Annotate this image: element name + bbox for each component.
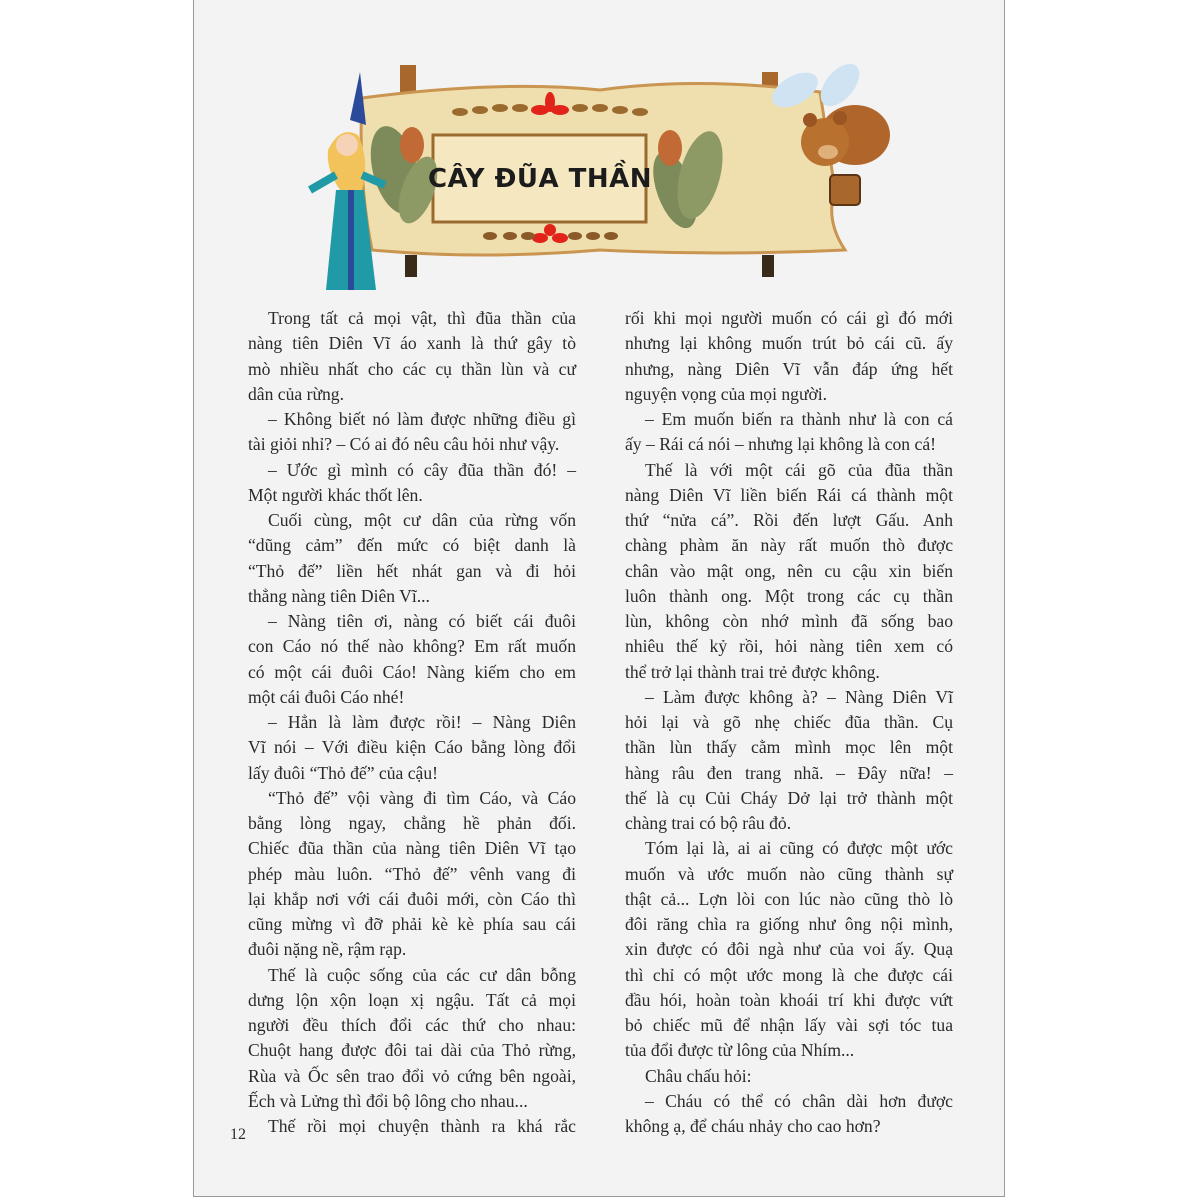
- text-line: Ếch và Lửng thì đổi bộ lông cho nhau...: [248, 1090, 528, 1111]
- text-line: đuôi nặng nề, rậm rạp.: [248, 939, 407, 960]
- text-line: hỏi lại và gõ nhẹ chiếc đũa thần. Cụ: [625, 712, 953, 732]
- paragraph: [248, 1114, 576, 1139]
- text-line: phép màu luôn. “Thỏ đế” vênh vang đi: [248, 863, 576, 884]
- text-line: không ạ, để cháu nhảy cho cao hơn?: [625, 1116, 881, 1136]
- chapter-header-illustration: [300, 50, 950, 300]
- paragraph: [248, 508, 576, 609]
- paragraph: [248, 407, 576, 458]
- text-line: Chiếc đũa thần của nàng tiên Diên Vĩ tạo: [248, 838, 576, 859]
- text-line: mò nhiều nhất cho các cụ thần lùn và cư: [248, 358, 576, 379]
- text-line: “dũng cảm” đến mức có biệt danh là: [248, 535, 576, 556]
- text-line: thần lùn thấy cằm mình mọc lên một: [625, 737, 953, 758]
- paragraph: [625, 407, 953, 458]
- text-line: nguyện vọng của mọi người.: [625, 383, 828, 404]
- text-line: xin được có đôi ngà như của voi ấy. Quạ: [625, 939, 953, 960]
- text-line: hàng râu đen trang nhã. – Đây nữa! –: [625, 762, 953, 783]
- text-line: tài giỏi nhỉ? – Có ai đó nêu câu hỏi như vậy.: [248, 434, 560, 455]
- paragraph: [625, 1064, 953, 1089]
- text-line: Trong tất cả mọi vật, thì đũa thần của: [268, 308, 576, 328]
- text-line: đầu hói, hoàn toàn khoái trí khi được vứt: [625, 989, 953, 1010]
- text-line: – Hẳn là làm được rồi! – Nàng Diên: [268, 712, 576, 732]
- text-line: chân vào mật ong, nên cu cậu xin biến: [625, 560, 953, 581]
- paragraph: [248, 963, 576, 1115]
- text-line: nàng tiên Diên Vĩ áo xanh là thứ gây tò: [248, 333, 576, 354]
- text-line: – Làm được không à? – Nàng Diên Vĩ: [645, 686, 953, 707]
- paragraph: [625, 306, 953, 407]
- paragraph: [248, 710, 576, 786]
- text-line: nhưng, nàng Diên Vĩ vẫn đáp ứng hết: [625, 358, 953, 379]
- paragraph: [625, 458, 953, 685]
- text-line: một cái đuôi Cáo nhé!: [248, 686, 405, 707]
- text-line: Châu chấu hỏi:: [645, 1065, 752, 1086]
- paragraph: [625, 836, 953, 1063]
- text-column-left: [248, 306, 576, 1139]
- text-line: thế là cụ Củi Cháy Dở lại trở thành một: [625, 787, 953, 808]
- text-line: lấy đuôi “Thỏ đế” của cậu!: [248, 762, 439, 783]
- text-line: cũng mừng vì đỡ phải kè kè phía sau cái: [248, 914, 576, 934]
- paragraph: [248, 458, 576, 509]
- text-line: thứ “nửa cá”. Rồi đến lượt Gấu. Anh: [625, 510, 953, 530]
- paragraph: [248, 609, 576, 710]
- text-line: người đều thích đổi các thứ cho nhau:: [248, 1015, 576, 1035]
- text-line: lại khắp nơi với cái đuôi mới, còn Cáo thì: [248, 888, 576, 909]
- text-line: nhiêu thế kỷ rồi, hỏi nàng tiên xem có: [625, 636, 953, 657]
- paragraph: [248, 306, 576, 407]
- text-line: – Cháu có thể có chân dài hơn được: [645, 1090, 953, 1111]
- text-line: – Nàng tiên ơi, nàng có biết cái đuôi: [268, 611, 576, 631]
- text-line: dưng lộn xộn loạn xị ngậu. Tất cả mọi: [248, 989, 576, 1010]
- text-line: đôi răng chìa ra giống như ông nội mình,: [625, 914, 953, 934]
- text-line: rối khi mọi người muốn có cái gì đó mới: [625, 308, 953, 328]
- text-line: Tóm lại là, ai ai cũng có được một ước: [645, 838, 953, 859]
- text-line: luôn thành ong. Một trong các cụ thần: [625, 585, 953, 606]
- text-line: “Thỏ đế” vội vàng đi tìm Cáo, và Cáo: [268, 787, 576, 808]
- text-line: tủa đổi được từ lông của Nhím...: [625, 1040, 855, 1061]
- text-line: nàng Diên Vĩ liền biến Rái cá thành một: [625, 484, 953, 505]
- text-line: lùn, không còn nhớ mình đã sống bao: [625, 611, 953, 631]
- text-line: nhưng lại không muốn trút bỏ cái cũ. ấy: [625, 333, 953, 354]
- text-line: ấy – Rái cá nói – nhưng lại không là con cá!: [625, 434, 936, 455]
- text-line: muốn và ước muốn nào cũng thành sự: [625, 863, 953, 884]
- text-line: Thế là với một cái gõ của đũa thần: [645, 459, 953, 480]
- paragraph: [248, 786, 576, 963]
- text-line: – Ước gì mình có cây đũa thần đó! –: [268, 459, 576, 480]
- text-line: chàng phàm ăn này rất muốn thò được: [625, 535, 953, 556]
- paragraph: [625, 1089, 953, 1140]
- paragraph: [625, 685, 953, 837]
- text-line: Thế là cuộc sống của các cư dân bỗng: [268, 964, 576, 985]
- text-line: Cuối cùng, một cư dân của rừng vốn: [268, 510, 576, 530]
- text-line: thật cả... Lợn lòi con lúc nào cũng thò lò: [625, 888, 953, 909]
- text-line: – Em muốn biến ra thành như là con cá: [645, 409, 953, 429]
- text-line: “Thỏ đế” liền hết nhát gan và đi hỏi: [248, 560, 576, 581]
- text-line: Rùa và Ốc sên trao đổi vỏ cứng bên ngoài,: [248, 1065, 576, 1086]
- text-line: – Không biết nó làm được những điều gì: [268, 409, 576, 429]
- text-line: Thế rồi mọi chuyện thành ra khá rắc: [268, 1116, 576, 1136]
- text-line: bỏ chiếc mũ để nhận lấy vài sợi tóc tua: [625, 1015, 953, 1035]
- text-line: chàng trai có bộ râu đỏ.: [625, 813, 792, 833]
- page-number: 12: [230, 1126, 246, 1143]
- text-line: dân của rừng.: [248, 383, 345, 404]
- text-line: Vĩ nói – Với điều kiện Cáo bằng lòng đổi: [248, 737, 576, 758]
- text-line: thẳng nàng tiên Diên Vĩ...: [248, 585, 430, 606]
- text-line: con Cáo nó thế nào không? Em rất muốn: [248, 636, 576, 657]
- text-line: thể trở lại thành trai trẻ được không.: [625, 661, 880, 682]
- chapter-title: CÂY ĐŨA THẦN: [427, 164, 653, 194]
- text-line: Một người khác thốt lên.: [248, 484, 423, 505]
- text-line: Chuột hang được đôi tai dài của Thỏ rừng,: [248, 1040, 576, 1061]
- text-line: thì chỉ có một ước mong là che được cái: [625, 964, 953, 985]
- text-line: bằng lòng ngay, chẳng hề phản đối.: [248, 813, 576, 833]
- text-line: có một cái đuôi Cáo! Nàng kiếm cho em: [248, 661, 576, 682]
- text-column-right: [625, 306, 953, 1139]
